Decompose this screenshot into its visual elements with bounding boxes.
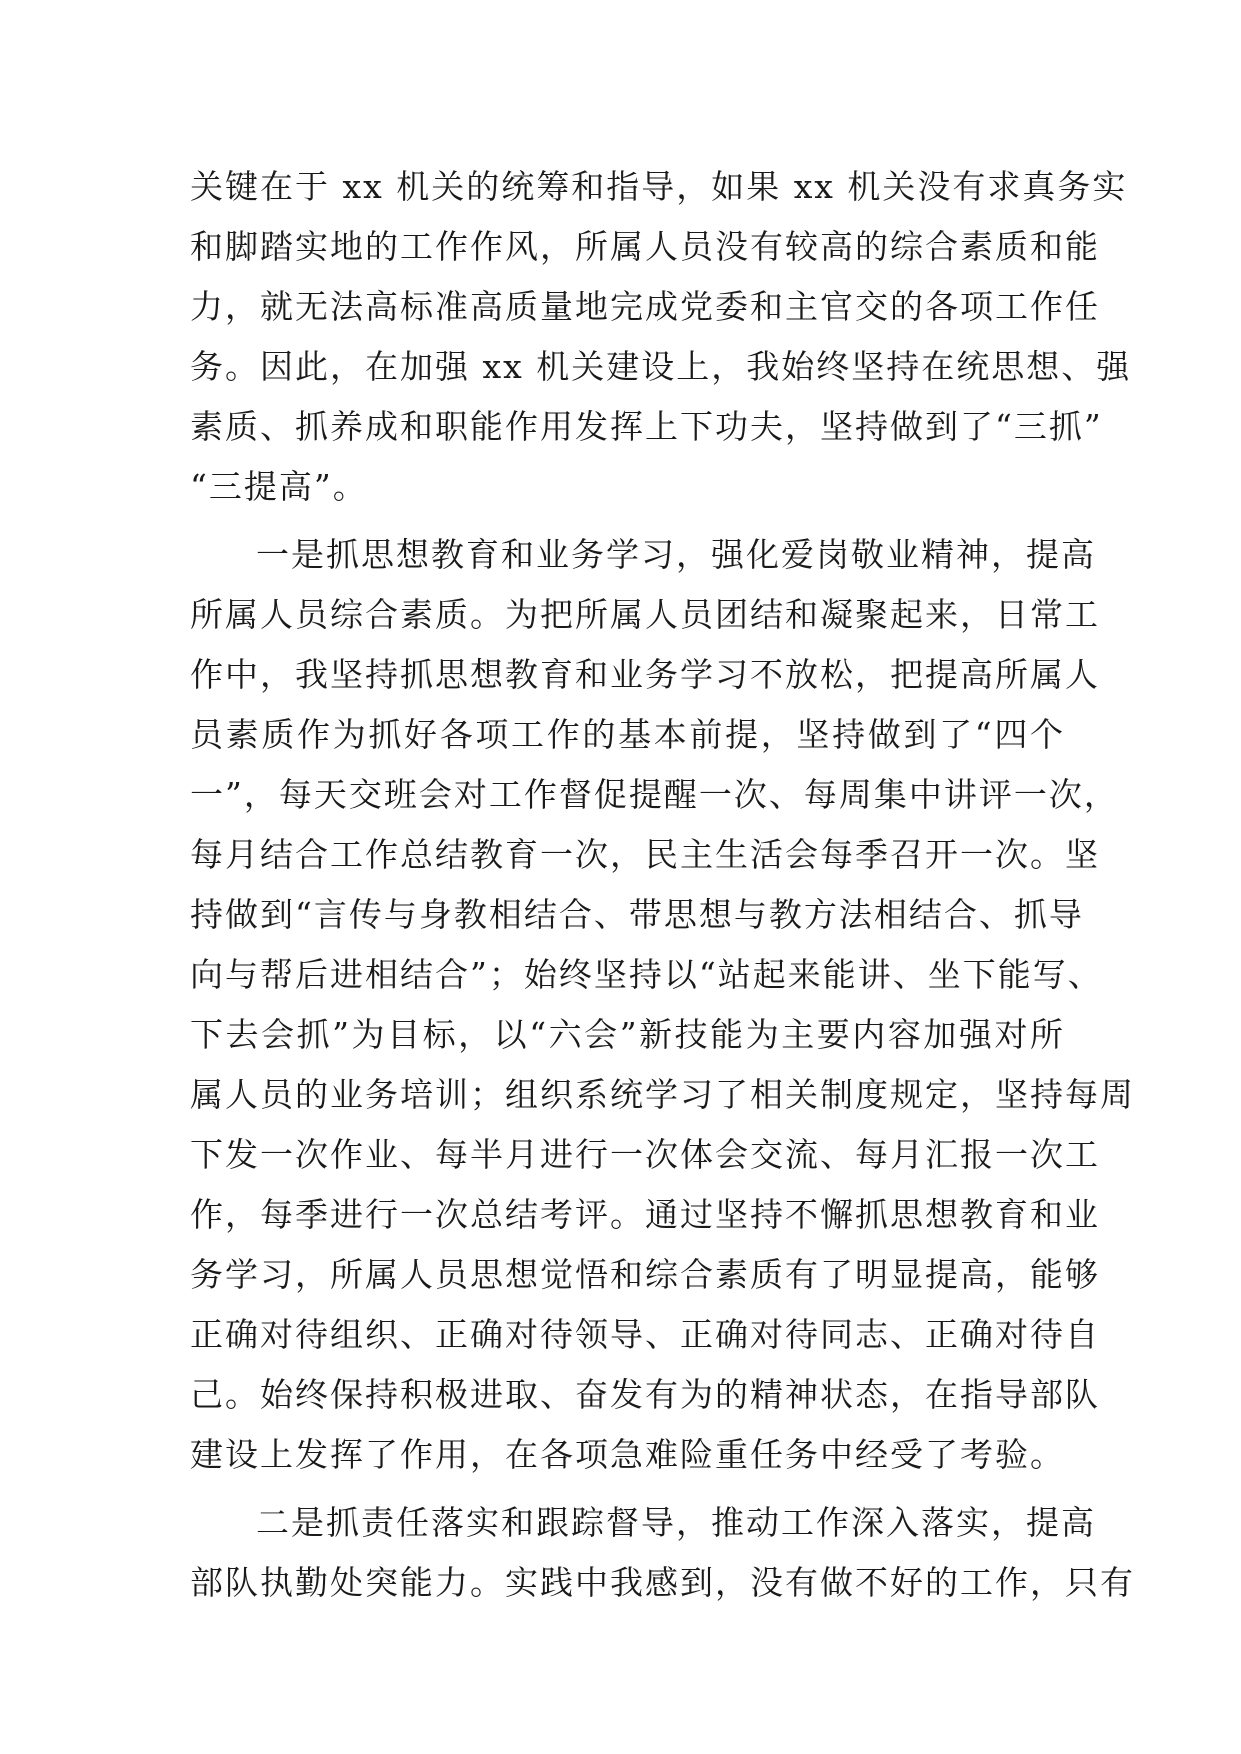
- text-line: 关键在于 xx 机关的统筹和指导，如果 xx 机关没有求真务实: [190, 167, 1128, 206]
- text-line: 部队执勤处突能力。实践中我感到，没有做不好的工作，只有: [190, 1563, 1135, 1602]
- text-line: 力，就无法高标准高质量地完成党委和主官交的各项工作任: [190, 287, 1100, 326]
- text-line: “三提高”。: [190, 467, 368, 506]
- text-line: 向与帮后进相结合”；始终坚持以“站起来能讲、坐下能写、: [190, 955, 1103, 994]
- text-line: 一”，每天交班会对工作督促提醒一次、每周集中讲评一次，: [190, 775, 1119, 814]
- paragraph-3: [190, 1493, 1135, 1613]
- text-line: 员素质作为抓好各项工作的基本前提，坚持做到了“四个: [190, 715, 1065, 754]
- document-body: [190, 157, 1135, 1613]
- text-line: 正确对待组织、正确对待领导、正确对待同志、正确对待自: [190, 1315, 1100, 1354]
- text-line: 二是抓责任落实和跟踪督导，推动工作深入落实，提高: [256, 1503, 1096, 1542]
- text-line: 属人员的业务培训；组织系统学习了相关制度规定，坚持每周: [190, 1075, 1135, 1114]
- text-line: 务学习，所属人员思想觉悟和综合素质有了明显提高，能够: [190, 1255, 1100, 1294]
- text-line: 作中，我坚持抓思想教育和业务学习不放松，把提高所属人: [190, 655, 1100, 694]
- text-line: 和脚踏实地的工作作风，所属人员没有较高的综合素质和能: [190, 227, 1100, 266]
- text-line: 素质、抓养成和职能作用发挥上下功夫，坚持做到了“三抓”: [190, 407, 1103, 446]
- text-line: 下去会抓”为目标，以“六会”新技能为主要内容加强对所: [190, 1015, 1065, 1054]
- text-line: 作，每季进行一次总结考评。通过坚持不懈抓思想教育和业: [190, 1195, 1100, 1234]
- paragraph-1: [190, 157, 1132, 517]
- text-line: 务。因此，在加强 xx 机关建设上，我始终坚持在统思想、强: [190, 347, 1132, 386]
- text-line: 持做到“言传与身教相结合、带思想与教方法相结合、抓导: [190, 895, 1084, 934]
- text-line: 建设上发挥了作用，在各项急难险重任务中经受了考验。: [190, 1435, 1065, 1474]
- text-line: 一是抓思想教育和业务学习，强化爱岗敬业精神，提高: [256, 535, 1096, 574]
- text-line: 所属人员综合素质。为把所属人员团结和凝聚起来，日常工: [190, 595, 1100, 634]
- paragraph-2: [190, 525, 1135, 1485]
- text-line: 每月结合工作总结教育一次，民主生活会每季召开一次。坚: [190, 835, 1100, 874]
- text-line: 下发一次作业、每半月进行一次体会交流、每月汇报一次工: [190, 1135, 1100, 1174]
- text-line: 己。始终保持积极进取、奋发有为的精神状态，在指导部队: [190, 1375, 1100, 1414]
